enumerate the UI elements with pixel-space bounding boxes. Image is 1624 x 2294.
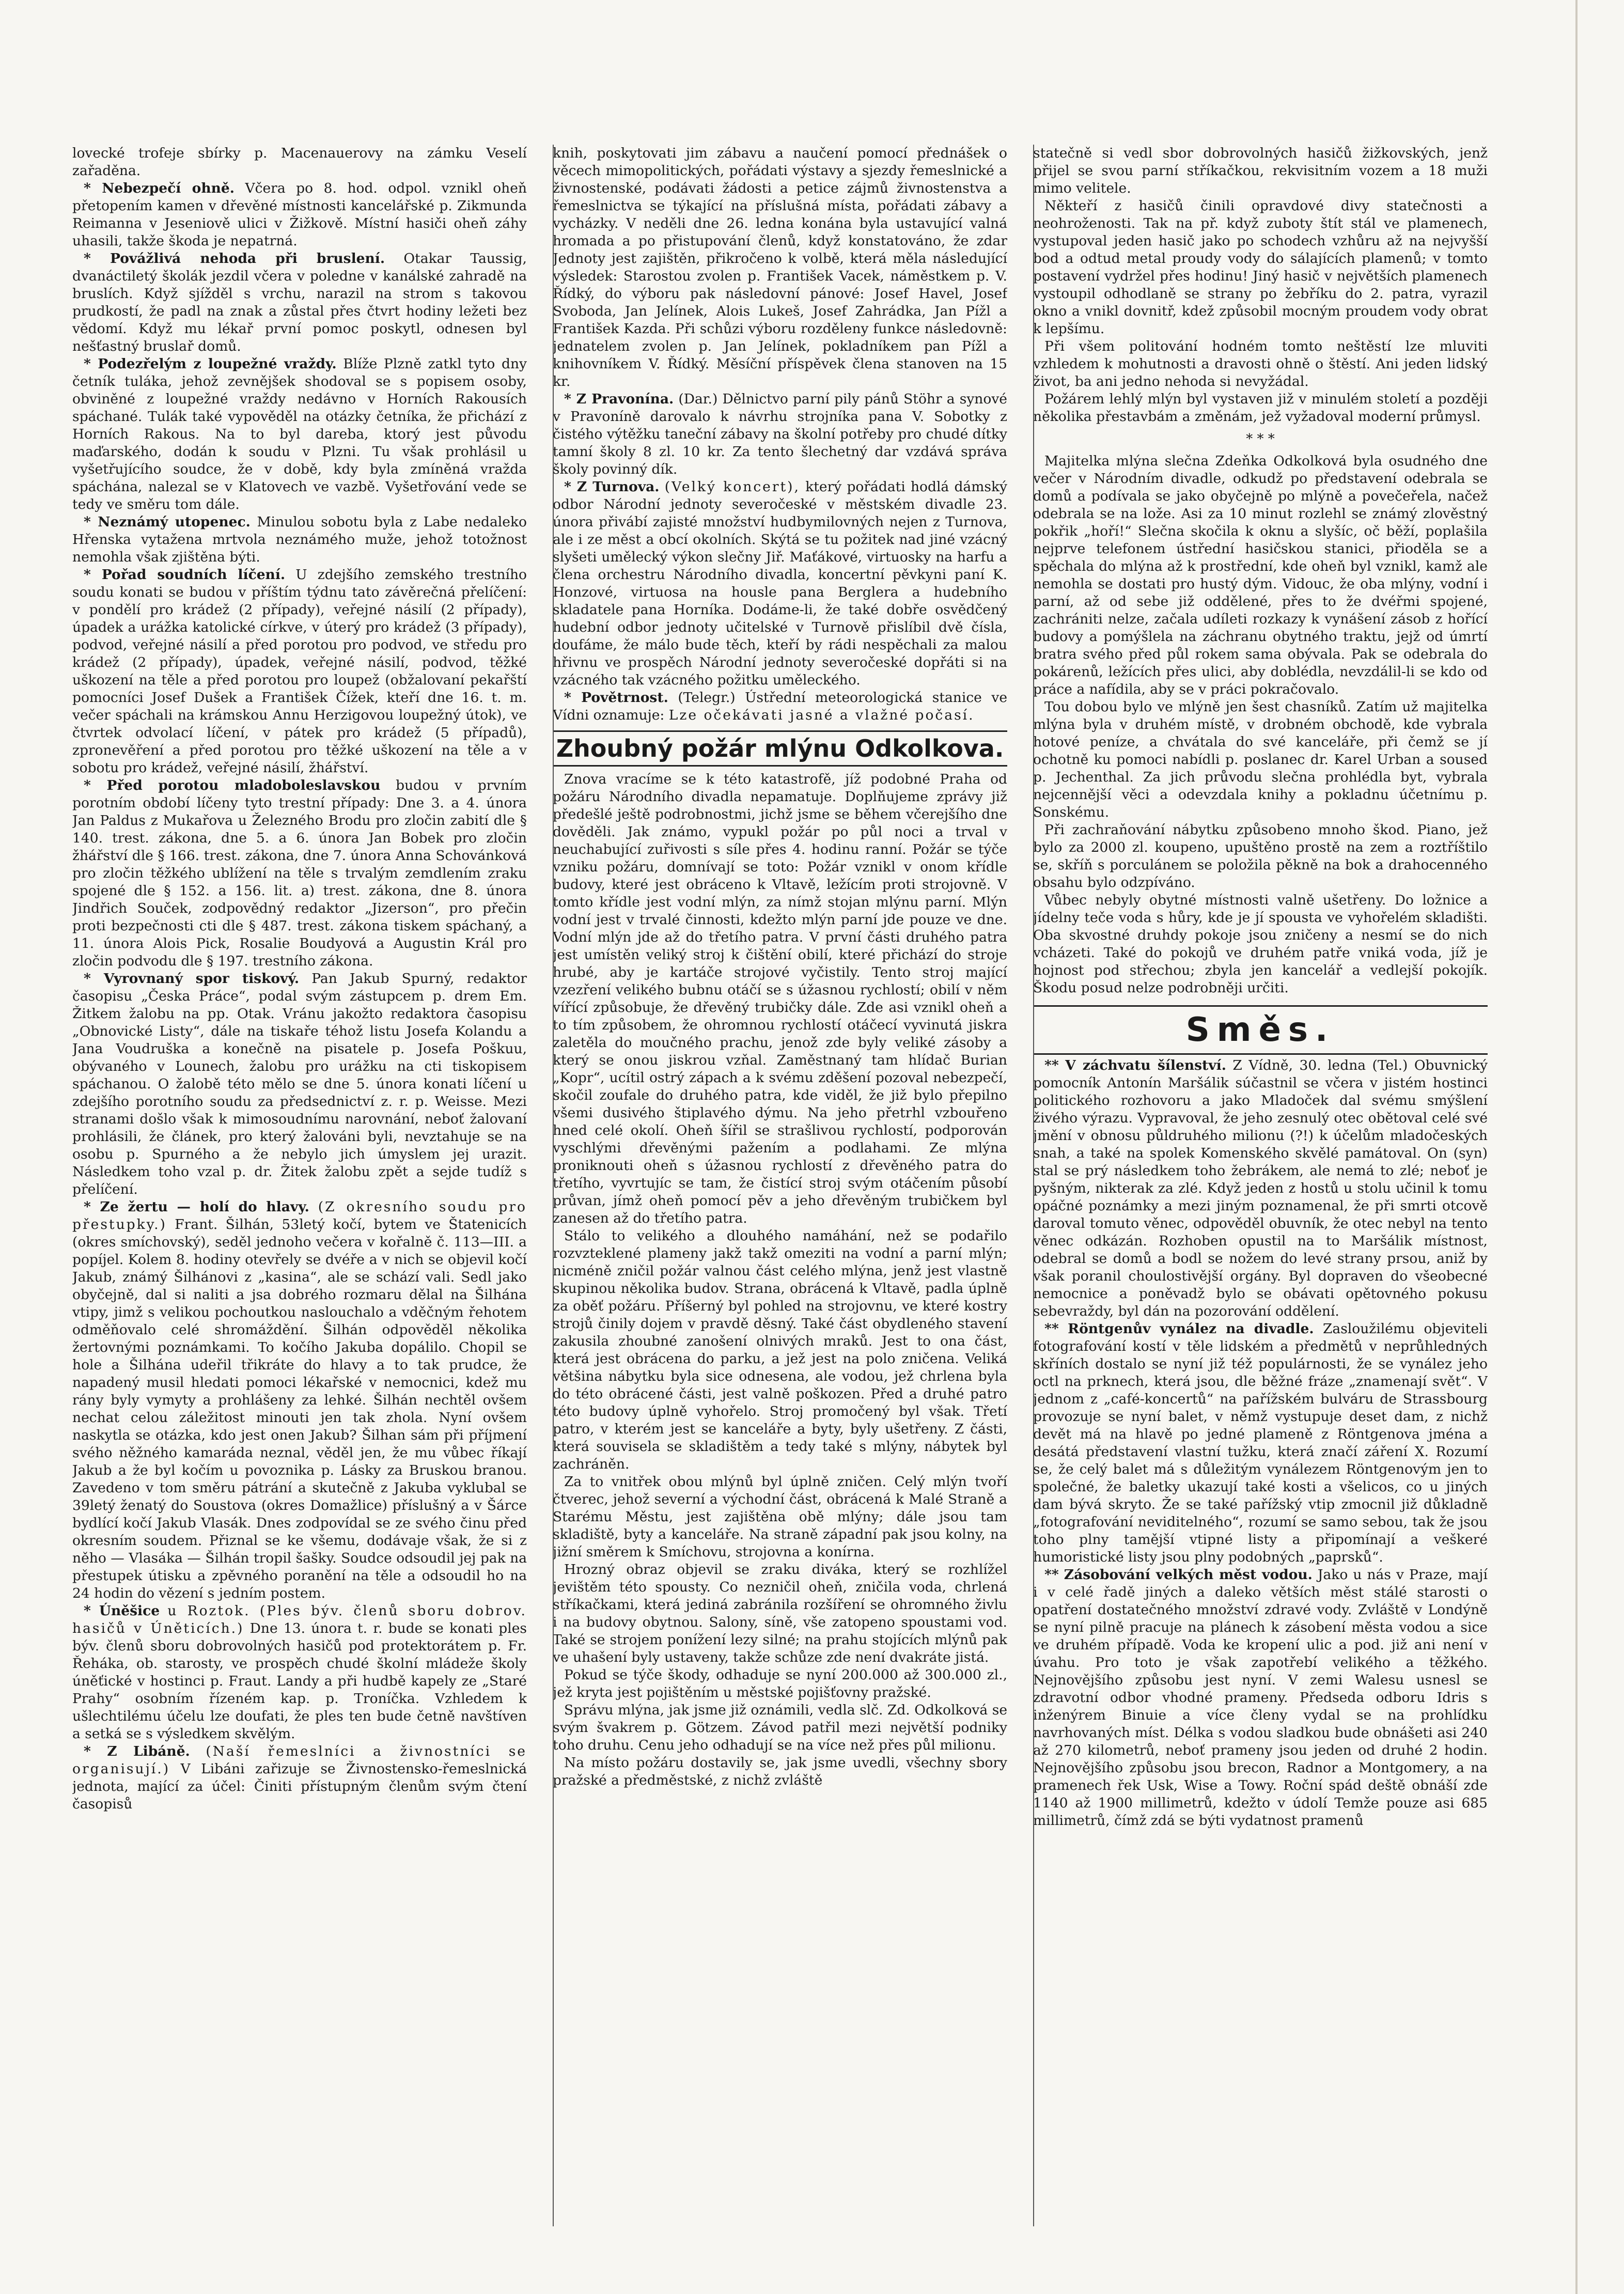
article-povetrnost xyxy=(553,689,1007,724)
newspaper-page xyxy=(72,145,1488,2226)
fire-paragraph-14: Vůbec nebyly obytné místnosti valně ušetřeny. Do ložnice a jídelny teče voda s hůry, kde je jí spousta ve vyhořelém skladišti. Oba skvostné druhdy pokoje jsou zničeny a nesmí se do nich vcházeti. Také do pokojů ve druhém patře vniká voda, jíž je hojnost pod střechou; zbyla jen kancelář a vedlejší pokojík. Škodu posud nelze podrobněji určiti. xyxy=(1033,892,1488,996)
section-title-smes: Směs. xyxy=(1033,1005,1488,1055)
article-heading: * Z Libáně. xyxy=(84,1743,190,1759)
fire-paragraph-8: Někteří z hasičů činili opravdové divy statečnosti a neohroženosti. Tak na př. když zuboty štít stál ve plamenech, vystupoval jeden hasič jako po schodech vzhůru až na nejvyšší bod a odtud metal proudy vody do sálajících plamenů; v tomto postavení vydržel přes hodinu! Jiný hasič v největších plamenech vystoupil odhodlaně se strany po žebříku do 2. patra, vyrazil okno a vnikl dovnitř, kdež způsobil mocným proudem vody obrat k lepšímu. xyxy=(1033,198,1488,337)
article-body: Dne 13. února t. r. bude se konati ples býv. členů sboru dobrovolných hasičů pod protektorátem p. Fr. Řeháka, ob. starosty, ve prospěch chudé školní mládeže školy úněťické v hostinci p. Fraut. Landy a při hudbě kapely ze „Staré Prahy“ osobním řízeném kap. p. Troníčka. Vzhledem k ušlechtilému účelu lze doufati, že ples ten bude četně navštíven a setká se s výsledkem skvělým. xyxy=(72,1620,527,1742)
article-marker: ** xyxy=(1044,1321,1059,1337)
article-body: Minulou sobotu byla z Labe nedaleko Hřenska vytažena mrtvola neznámého muže, jehož totožnost nemohla však zjištěna býti. xyxy=(72,514,527,565)
fire-paragraph-4: Hrozný obraz objevil se zraku diváka, který se rozhlížel jevištěm této spousty. Co nezničil oheň, zničila voda, chrlená stříkačkami, která jediná zabránila rozšíření se ohromného živlu i na budovy obytnou. Salony, síně, vše zatopeno spoustami vod. Také se strojem ponížení lezy silné; na prahu stojících mlýnů pak ve uhašení byly ustaveny, takže schůze zde není dvakráte jistá. xyxy=(553,1562,1007,1665)
fire-paragraph-11: Majitelka mlýna slečna Zdeňka Odkolková byla osudného dne večer v Národním divadle, odkudž po představení odebrala se domů a podívala se jako obyčejně po mlýně a povečeřela, načež odebrala se na lože. Asi za 10 minut rozlehl se známý zlověstný pokřik „hoří!“ Slečna skočila k oknu a slyšíc, oč běží, poplašila nejprve telefonem ústřední hasičskou stanici, přioděla se a spěchala do mlýna až k prostřední, kde oheň byl vznikl, kamž ale nemohla se dostati pro hustý dým. Vidouc, že oba mlýny, vodní i parní, až od sebe již oddělené, přes to že dvéřmi spojené, zachrániti nelze, začala udíleti rozkazy k vynášení zásob z hořící budovy a pomýšlela na záchranu obytného traktu, jejž od úmrtí bratra svého před půl rokem sama obývala. Pak se odebrala do pokárenů, ležících přes ulici, aby doblédla, nevzdálil-li se kdo od práce a nafídila, aby se v práci pokračovalo. xyxy=(1033,453,1488,697)
article-body: Pan Jakub Spurný, redaktor časopisu „Česka Práce“, podal svým zástupcem p. drem Em. Žitkem žalobu na pp. Otak. Vránu jakožto redaktora časopisu „Obnovické Listy“, dále na tiskaře téhož listu Josefa Kolandu a Jana Voudruška a konečně na pisatele p. Josefa Poškuu, obývaného v Lounech, žalobu pro urážku na cti tiskopisem spáchanou. O žalobě této mělo se dne 5. února konati líčení u zdejšího porotního soudu za předsednictví z. r. p. Weisse. Mezi stranami došlo však k mimosoudnímu narovnání, neboť žalovaní prohlásili, že článek, pro který žalováni byli, nevztahuje se na osobu p. Spurného a že nebylo jich úmyslem jej urazit. Následkem toho vzal p. dr. Žitek žalobu zpět a sejde tudíž s přelíčení. xyxy=(72,971,527,1197)
article-subheading: (Z okresního soudu pro přestupky.) xyxy=(72,1199,527,1232)
article-loupezna-vrazda xyxy=(72,355,527,513)
article-heading: Röntgenův vynález na divadle. xyxy=(1068,1321,1314,1337)
article-subheading: (Velký koncert), xyxy=(664,479,800,495)
section-stars: * * * xyxy=(1246,431,1275,447)
article-subheading: (Naší řemeslníci a živnostníci se organisují.) xyxy=(72,1743,527,1777)
article-neznamy-utopenec xyxy=(72,513,527,566)
article-heading: * Nebezpečí ohně. xyxy=(84,180,235,196)
article-body: Dělnictvo parní pily pánů Stöhr a synové v Pravoníně darovalo k návrhu strojníka pana V. Sobotky z čistého výtěžku taneční zábavy na školní potřeby pro chudé dítky tamní školy 8 zl. 10 kr. Za tento šlechetný dar vzdává správa školy povinný dík. xyxy=(553,391,1007,477)
sheet-edge xyxy=(1575,0,1578,2294)
article-porota-mladoboleslavska xyxy=(72,777,527,970)
column-3 xyxy=(1033,145,1488,2226)
article-body: Ústřední meteorologická stanice ve Vídni oznamuje: xyxy=(553,690,1007,723)
column-1 xyxy=(72,145,527,2226)
article-marker: ** xyxy=(1044,1057,1059,1073)
article-body: U zdejšího zemského trestního soudu konati se budou v příštím týdnu tato závěrečná přelíčení: v pondělí pro krádež (2 případy), veřejné násilí (2 případy), úpadek a urážka katolické církve, v úterý pro krádež (3 případy), podvod, veřejné násilí a před porotou pro podvod, ve středu pro krádež (2 případy), úpadek, veřejné násilí, podvod, těžké uškození na těle a před porotou pro loupež (obžalovaní pekařští pomocníci Josef Dušek a František Čížek, kteří dne 16. t. m. večer spáchali na krámskou Annu Herzigovou loupežný útok), ve čtvrtek odvolací líčení, v pátek pro krádež (5 případů), zpronevěření a před porotou pro těžké uškození na těle a v sobotu pro krádež, veřejné násilí, žhářství. xyxy=(72,567,527,776)
article-heading: * Pořad soudních líčení. xyxy=(84,567,286,583)
fire-paragraph-3: Za to vnitřek obou mlýnů byl úplně zničen. Celý mlýn tvoří čtverec, jehož severní a východní část, obrácená k Malé Straně a Starému Městu, jest zajištěna obě mlýny; dále jsou tam skladiště, byty a kanceláře. Na straně západní pak jsou kolny, na jižní směrem k Smíchovu, strojovna a konírna. xyxy=(553,1474,1007,1560)
fire-paragraph-2: Stálo to velikého a dlouhého namáhání, než se podařilo rozvzteklené plameny jakž takž omeziti na vodní a parní mlýn; nicméně zničil požár valnou část celého mlýna, jenž jest vlastně skupinou několika budov. Strana, obrácená k Vltavě, padla úplně za oběť požáru. Příšerný byl pohled na strojovnu, ve které kostry strojů činily dojem v pravdě děsný. Také část obydleného stavení zakusila zhoubné zanošení olnivých mraků. Jest to ona část, která jest obrácena do parku, a jež jest na polo zničena. Veliká většina nábytku byla sice odnesena, ale vodou, jež chrlena byla do této obrácené části, jest valně poškozen. Před a druhé patro této budovy úplně vyhořelo. Stroj promočený byl však. Třetí patro, v kterém jest se kanceláře a byty, byly ušetřeny. Z části, která souvisela se skladištěm a tedy také s mlýny, nábytek byl zachráněn. xyxy=(553,1228,1007,1472)
article-heading: * Vyrovnaný spor tiskový. xyxy=(84,971,300,987)
column-2-continuation: knih, poskytovati jim zábavu a naučení pomocí přednášek o věcech mimopolitických, pořádati výstavy a sjezdy řemeslnické a živnostenské, podávati žádosti a petice zájmů živnostenstva a řemeslnictva se týkající na příslušná místa, pořádati zábavy a vycházky. V neděli dne 26. ledna konána byla ustavující valná hromada a po přistupování členů, když konstatováno, že zdar Jednoty jest zajištěn, přikročeno k volbě, která měla následující výsledek: Starostou zvolen p. František Vacek, náměstkem p. V. Řídký, do výboru pak následovní pánové: Josef Havel, Josef Svoboda, Jan Jelínek, Alois Lukeš, Josef Zahrádka, Jan Pížl a František Kazda. Při schůzi výboru rozděleny funkce následovně: jednatelem zvolen p. Jan Jelínek, pokladníkem pan Pížl a knihovníkem V. Řídký. Měsíční příspěvek člena stanoven na 15 kr. xyxy=(553,145,1007,389)
headline-pozar-mlynu: Zhoubný požár mlýnu Odkolkova. xyxy=(553,730,1007,767)
article-heading: * Neznámý utopenec. xyxy=(84,514,251,530)
article-body: Zasloužilému objeviteli fotografování kostí v těle lidském a předmětů v neprůhledných skříních dostalo se nyní již též populárnosti, že se vynález jeho octl na prknech, která jsou, dle běžné fráze „znamenají svět“. V jednom z „café-koncertů“ na pařížském bulváru de Strassbourg provozuje se nyní balet, v němž vystupuje deset dam, z nichž devět má na hlavě po jedné plameně z Röntgenova jména a desátá představení vlastní tužku, která značí záření X. Rozumí se, že celý balet má s důležitým vynálezem Röntgenovým jen to společné, že baletky ukazují také kosti a všelicos, co u jiných dam bývá skryto. Že se také pařížský vtip zmocnil již důkladně „fotografování neviditelného“, rozumí se samo sebou, tak že jsou toho plny tamější vtipné listy a připomínají a veškeré humoristické listy jsou plny podobných „paprsků“. xyxy=(1033,1321,1488,1565)
article-body: Včera po 8. hod. odpol. vznikl oheň přetopením kamen v dřevěné místnosti kancelářské p. Zikmunda Reimanna v Jeseniově ulici v Žižkově. Místní hasiči oheň záhy uhasili, takže škoda je nepatrná. xyxy=(72,180,527,249)
article-heading: * Z Pravonína. xyxy=(564,391,674,407)
fire-paragraph-1: Znova vracíme se k této katastrofě, jíž podobné Praha od požáru Národního divadla nepamatuje. Doplňujeme zprávy již předešlé ještě podrobnostmi, jichž jsme se během včerejšího dne dověděli. Jak známo, vypukl požár po půl noci a trval v neuchabující zuřivosti s síle přes 4. hodinu ranní. Požár se týče vzniku požáru, domnívají se toto: Požár vznikl v onom křídle budovy, které jest obráceno k Vltavě, ležícím proti strojovně. V tomto křídle jest vodní mlýn, za nímž stojan mlýnu parní. Mlýn vodní jest v trvalé činnosti, kdežto mlýn parní jde pouze ve dne. Vodní mlýn jde až do třetího patra. V první části druhého patra jest umístěn veliký stroj k čištění obilí, které přichází do stroje hrubé, aby je kartáče strojové vyčistily. Tento stroj mající vzezření velikého bubnu otáčí se s úžasnou rychlostí; obilí v něm vířící způsobuje, že dřevěný trubičky dále. Zde asi vznikl oheň a to tím způsobem, že ohromnou rychlostí otáčecí vyvinutá jiskra zaletěla do moučného prachu, jenož zde byly veliké zásoby a který se onou jiskrou vzňal. Zaměstnaný tam hlídač Burian „Kopr“, ucítil ostrý zápach a k svému zděšení pozoval nebezpečí, skočil zoufale do druhého patra, kde viděl, že již bylo přepilno všemi dusivého štiplavého dýmu. Na jeho přetrhl vzbouřeno hned celé okolí. Oheň šířil se strašlivou rychlostí, podporován vyschlými dřevěnými pažením a podlahami. Ze mlýna proniknouti oheň s úžasnou rychlostí z dřevěného patra do třetího, vyvrtujíc se tam, že čistící stroj svým otáčením působí průvan, jímž oheň pomocí pěv a jeho dřevěným trubičkem byl zanesen až do třetího patra. xyxy=(553,771,1007,1226)
article-subheading: (Dar.) xyxy=(678,391,718,407)
article-heading: * Před porotou mladoboleslavskou xyxy=(84,777,381,793)
article-heading: * Povážlivá nehoda při bruslení. xyxy=(84,251,385,267)
fire-paragraph-10: Požárem lehlý mlýn byl vystaven již v minulém století a později několika přestavbám a změnám, jež vyžadoval moderní průmysl. xyxy=(1033,391,1488,425)
weather-forecast: Lze očekávati jasné a vlažné počasí. xyxy=(668,707,975,723)
article-heading: * Povětrnost. xyxy=(564,690,668,706)
article-heading: * Úněšice xyxy=(84,1603,160,1619)
article-subheading: (Telegr.) xyxy=(678,690,736,706)
article-spor-tiskovy xyxy=(72,970,527,1198)
article-rontgen-na-divadle xyxy=(1033,1320,1488,1566)
article-heading: V záchvatu šílenství. xyxy=(1065,1057,1226,1073)
article-body: Jako u nás v Praze, mají i v celé řadě jiných a daleko větších měst stálé starosti o opatření dostatečného množství zdravé vody. Zvláště v Londýně se nyní pilně pracuje na plánech k zásobení města vodou a sice ve druhém případě. Voda ke kropení ulic a pod. již ani není v úvahu. Pro toto je však zapotřebí velikého a těžkého. Nejnovějšího způsobu jest nyní. V zemi Walesu usnesl se zdravotní odbor vhodné prameny. Předseda odboru Idris s inženýrem Binuie a více členy vydal se na prohlídku navrhovaných míst. Délka s vodou sladkou bude obnášeti asi 240 až 270 kilometrů, neboť prameny jsou jeden od druhé 2 hodin. Nejnovějšího způsobu jsou brecon, Radnor a Montgomery, a na pramenech řek Usk, Wise a Towy. Roční spád deště obnáší zde 1140 až 1900 millimetrů, kdežto v údolí Temže pouze asi 685 millimetrů, čímž zdá se býti vydatnost pramenů xyxy=(1033,1567,1488,1829)
article-body: Blíže Plzně zatkl tyto dny četník tuláka, jehož zevnějšek shodoval se s popisem osoby, obviněné z loupežné vraždy nedávno v Horních Rakousích spáchané. Tulák také vypověděl na otázky četníka, že přichází z Horních Rakous. Na to byl dareba, ktorý jest původu maďarského, dodán k soudu v Plzni. Tu však prohlásil u vyšetřujícího soudce, že v době, kdy byla zmíněná vražda spáchána, nalezal se v Klatovech ve vazbě. Vyšetřování vede se tedy ve směru tom dále. xyxy=(72,356,527,512)
article-body: Otakar Taussig, dvanáctiletý školák jezdil včera v poledne v kanálské zahradě na bruslích. Když sjížděl s vrchu, narazil na strom s takovou prudkostí, že padl na znak a zůstal přes čtvrt hodiny ležeti bez vědomí. Když mu lékař první pomoc poskytl, odnesen byl nešťastný bruslař domů. xyxy=(72,251,527,354)
column-1-continuation: lovecké trofeje sbírky p. Macenauerovy na zámku Veselí zařaděna. xyxy=(72,145,527,179)
article-z-turnova xyxy=(553,478,1007,689)
article-ze-zertu xyxy=(72,1198,527,1602)
fire-paragraph-7: Na místo požáru dostavily se, jak jsme uvedli, všechny sbory pražské a předměstské, z nichž zvláště xyxy=(553,1755,1007,1788)
fire-paragraph-12: Tou dobou bylo ve mlýně jen šest chasníků. Zatím už majitelka mlýna byla v druhém místě, v drobném obchodě, kde vybrala hotové peníze, a chvátala do své kanceláře, při čemž se jí ochotně ku pomoci nabídli p. poslanec dr. Karel Urban a soused p. Jechenthal. Za jich průvodu slečna prohlédla byt, vybrala nejcennější věci a odevzdala knihy a pokladnu účetnímu p. Sonskému. xyxy=(1033,699,1488,820)
article-marker: ** xyxy=(1044,1567,1059,1583)
fire-paragraph-9: Při všem politování hodném tomto neštěstí lze mluviti vzhledem k mohutnosti a dravosti ohně o štěstí. Ani jeden lidský život, ba ani jedno nehoda si nevyžádal. xyxy=(1033,338,1488,389)
fire-paragraph-6: Správu mlýna, jak jsme již oznámili, vedla slč. Zd. Odkolková se svým švakrem p. Götzem. Závod patřil mezi největší podniky toho druhu. Cenu jeho odhadují se na více než přes půl milionu. xyxy=(553,1702,1007,1753)
fire-paragraph-13: Při zachraňování nábytku způsobeno mnoho škod. Piano, jež bylo za 2000 zl. koupeno, upuštěno prostě na zem a roztříštilo se, skříň s porculánem se položila pěkně na bok a drahocenného obsahu bylo odzpíváno. xyxy=(1033,822,1488,891)
article-heading: * Z Turnova. xyxy=(564,479,660,495)
article-nehoda-pri-brusleni xyxy=(72,250,527,355)
article-body: budou v prvním porotním období líčeny tyto trestní případy: Dne 3. a 4. února Jan Paldus z Mukařova u Železného Brodu pro zločin zabití dle § 140. trest. zákona, dne 5. a 6. února Jan Bobek pro zločin žhářství dle § 166. trest. zákona, dne 7. února Anna Schovánková pro zločin těžkého ublížení na těle s trvalým zemdlením zraku spojené dle § 152. a 156. lit. a) trest. zákona, dne 8. února Jindřich Souček, zodpovědný redaktor „Jizerson“, pro přečin proti bezpečnosti cti dle § 487. trest. zákona tiskem spáchaný, a 11. února Alois Pick, Rosalie Boudyová a Augustin Král pro zločin podvodu dle § 197. trestního zákona. xyxy=(72,777,527,969)
article-z-libane xyxy=(72,1743,527,1813)
article-body: V Libáni zařizuje se Živnostensko-řemeslnická jednota, mající za účel: Činiti přístupným členům svým čtení časopisů xyxy=(72,1761,527,1812)
article-heading: * Ze žertu — holí do hlavy. xyxy=(84,1199,309,1215)
article-heading: * Podezřelým z loupežné vraždy. xyxy=(84,356,337,372)
article-heading: Zásobování velkých měst vodou. xyxy=(1064,1567,1313,1583)
article-zasobovani-vodou xyxy=(1033,1566,1488,1830)
fire-paragraph-5: Pokud se týče škody, odhaduje se nyní 200.000 až 300.000 zl., jež kryta jest pojištěním u městské pojišťovny pražské. xyxy=(553,1667,1007,1700)
article-subheading: u Roztok. (Ples býv. členů sboru dobrov. hasičů v Úněticích.) xyxy=(72,1603,527,1636)
article-body: Z Vídně, 30. ledna (Tel.) Obuvnický pomocník Antonín Maršálik súčastnil se včera v jistém hostinci politického rozhovoru a jako Mladoček dal svému smýšlení živého výrazu. Vypravoval, že jeho zesnulý otec obětoval celé své jmění v obnosu půldruhého milionu (?!) k účelům mladočeských snah, a také na spolek Komenského skvělé památoval. On (syn) stal se prý následkem toho žebrákem, ale nemá to zlé; neboť je pyšným, nikterak za zlé. Když jeden z hostů u stolu učinil k tomu opáčné poznámky a mezi jiným poznamenal, že při smrti otcově daroval tomuto věnec, odpověděl obuvník, že otec nebyl na tento věnec odkázán. Rozhoben opustil na to Maršálik místnost, odebral se domů a bodl se nožem do levé strany prsou, aniž by však poranil choulostivější orgány. Byl dopraven do všeobecné nemocnice a poněvadž bylo se obávati opětovného pokusu sebevraždy, byl dán na pozorování oddělení. xyxy=(1033,1057,1488,1319)
article-body: který pořádati hodlá dámský odbor Národní jednoty severočeské v městském divadle 23. února přivábí zajisté množství hudbymilovných nejen z Turnova, ale i ze měst a obcí okolních. Skýtá se tu požitek nad jiné vzácný slyšeti umělecký výkon slečny Jiř. Maťákové, virtuosky na harfu a člena orchestru Národního divadla, koncertní pěvkyni paní K. Honzové, virtuosa na housle pana Berglera a hudebního skladatele pana Horníka. Dodáme-li, že také dobře osvědčený hudební odbor jednoty učitelské v Turnově přislíbil dvě čísla, doufáme, že málo bude těch, kteří by rádi nespěchali za malou hřivnu ve prospěch Národní jednoty severočeské dopřáti si na vzácného tak vzácného požitku uměleckého. xyxy=(553,479,1007,688)
column-3-continuation: statečně si vedl sbor dobrovolných hasičů žižkovských, jenž přijel se svou parní stříkačkou, rekvisitním vozem a 18 muži mimo velitele. xyxy=(1033,145,1488,196)
article-zachvat-silenstvi xyxy=(1033,1057,1488,1320)
article-porad-soudnich-liceni xyxy=(72,566,527,777)
column-2 xyxy=(553,145,1007,2226)
article-unetice xyxy=(72,1602,527,1743)
article-z-pravonina xyxy=(553,391,1007,478)
article-body: Frant. Šilhán, 53letý kočí, bytem ve Štatenicích (okres smíchovský), seděl jednoho večera v kořalně č. 113—III. a popíjel. Kolem 8. hodiny otevřely se dvéře a v nich se objevil kočí Jakub, známý Šilhánovi z „kasina“, ale se schází vali. Sedl jako obyčejně, dal si naliti a jsa dobrého rozmaru dělal na Šilhána vtipy, jimž s velikou pochoutkou naslouchalo a vděčným řehotem odměňovalo celé shromáždění. Šilhán odpověděl několika žertovnými poznámkami. To kočího Jakuba dopálilo. Chopil se hole a Šilhána udeřil třikráte do hlavy a to tak prudce, že napadený musil hledati pomoci lékařské v nemocnici, kdež mu rány byly vymyty a prohlášeny za lehké. Šilhán nechtěl ovšem nechat celou záležitost minouti jen tak zhola. Nyní ovšem naskytla se otázka, kdo jest onen Jakub? Šilhan sám při příjmení svého něžného kamaráda neznal, věděl jen, že mu vůbec říkají Jakub a že byl kočím u povoznika p. Lásky za Bruskou branou. Zavedeno v tom směru pátrání a skutečně z Jakuba vyklubal se 39letý ženatý do Soustova (okres Domažlice) příslušný a v Šárce bydlící kočí Jakub Vlasák. Dnes zodpovídal se ze svého činu před okresním soudem. Přiznal se ke všemu, dodávaje však, že si z něho — Vlasáka — Šilhán tropil šašky. Soudce odsoudil jej pak na přestupek útisku a zpěvného poranění na těle a odsoudil ho na 24 hodin do vězení s jedním postem. xyxy=(72,1216,527,1601)
article-nebezpeci-ohne xyxy=(72,180,527,250)
